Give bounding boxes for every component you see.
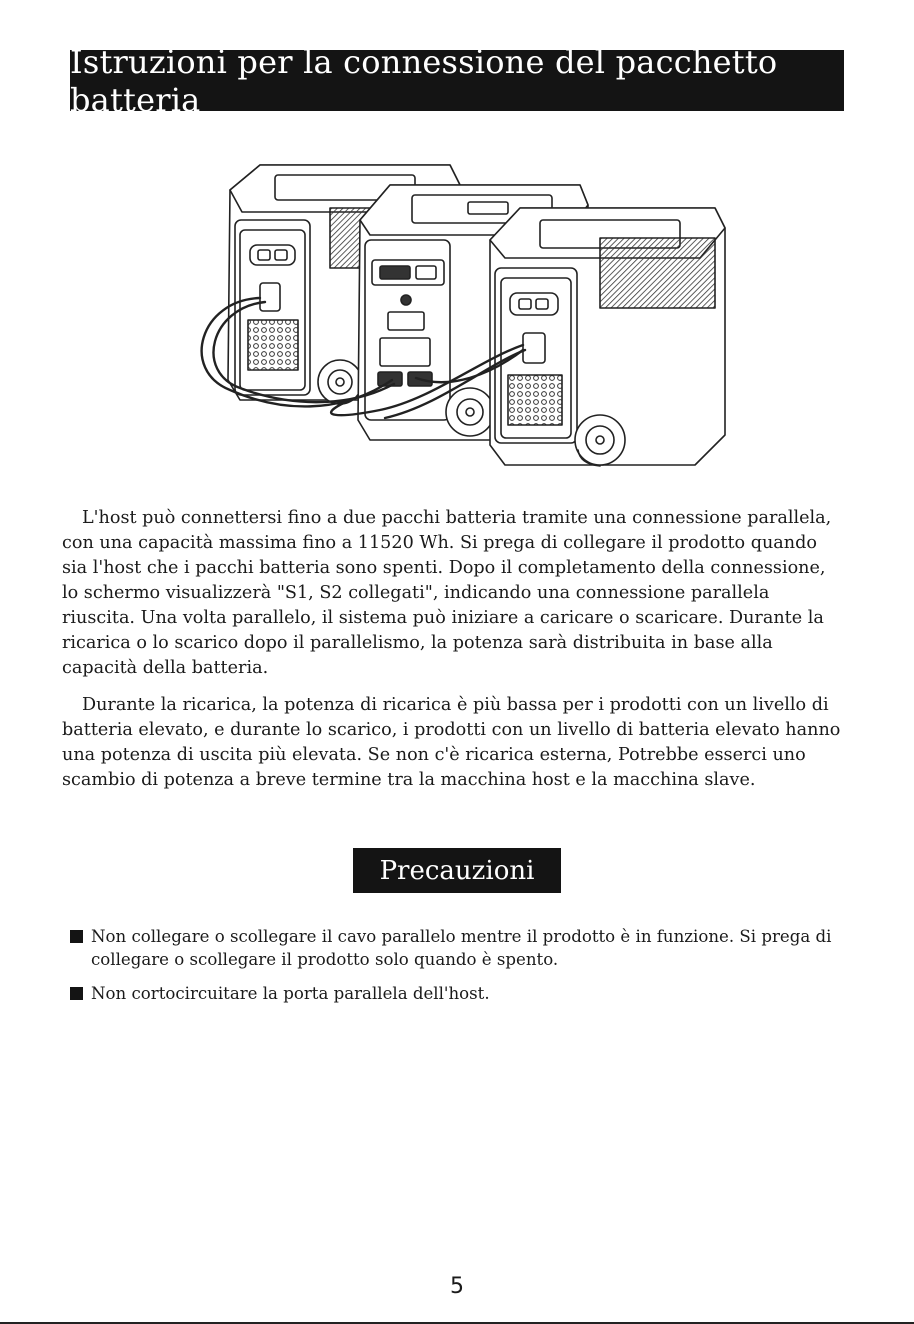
- precaution-item: [70, 925, 840, 971]
- instructions-paragraph-1: L'host può connettersi fino a due pacchi batteria tramite una connessione parallela, con una capacità massima fino a 11520 Wh. Si prega di collegare il prodotto quando sia l'host che i pacchi batteria sono spenti. Dopo il completamento della connessione, lo schermo visualizzerà "S1, S2 collegati", indicando una connessione parallela riuscita. Una volta parallelo, il sistema può iniziare a caricare o scaricare. Durante la ricarica o lo scarico dopo il parallelismo, la potenza sarà distribuita in base alla capacità della batteria.: [62, 508, 832, 678]
- instructions-body: [62, 506, 842, 805]
- precautions-title: [353, 848, 561, 893]
- precaution-item: [70, 982, 840, 1005]
- instructions-paragraph-2: Durante la ricarica, la potenza di ricarica è più bassa per i prodotti con un livello di batteria elevato, e durante lo scarico, i prodotti con un livello di batteria elevato hanno una potenza di uscita più elevata. Se non c'è ricarica esterna, Potrebbe esserci uno scambio di potenza a breve termine tra la macchina host e la macchina slave.: [62, 695, 841, 790]
- square-bullet-icon: [70, 987, 83, 1000]
- page-number: 5: [450, 1274, 464, 1299]
- precautions-title-text: Precauzioni: [379, 855, 535, 886]
- battery-pack-right: [490, 208, 725, 466]
- precaution-text: Non cortocircuitare la porta parallela dell'host.: [91, 984, 490, 1003]
- precautions-list: [70, 925, 840, 1016]
- page-title: [70, 42, 844, 119]
- battery-units-illustration: [180, 150, 740, 475]
- square-bullet-icon: [70, 930, 83, 943]
- page-title-text: Istruzioni per la connessione del pacchetto batteria: [70, 42, 778, 119]
- precaution-text: Non collegare o scollegare il cavo parallelo mentre il prodotto è in funzione. Si prega di collegare o scollegare il prodotto solo quando è spento.: [91, 927, 832, 969]
